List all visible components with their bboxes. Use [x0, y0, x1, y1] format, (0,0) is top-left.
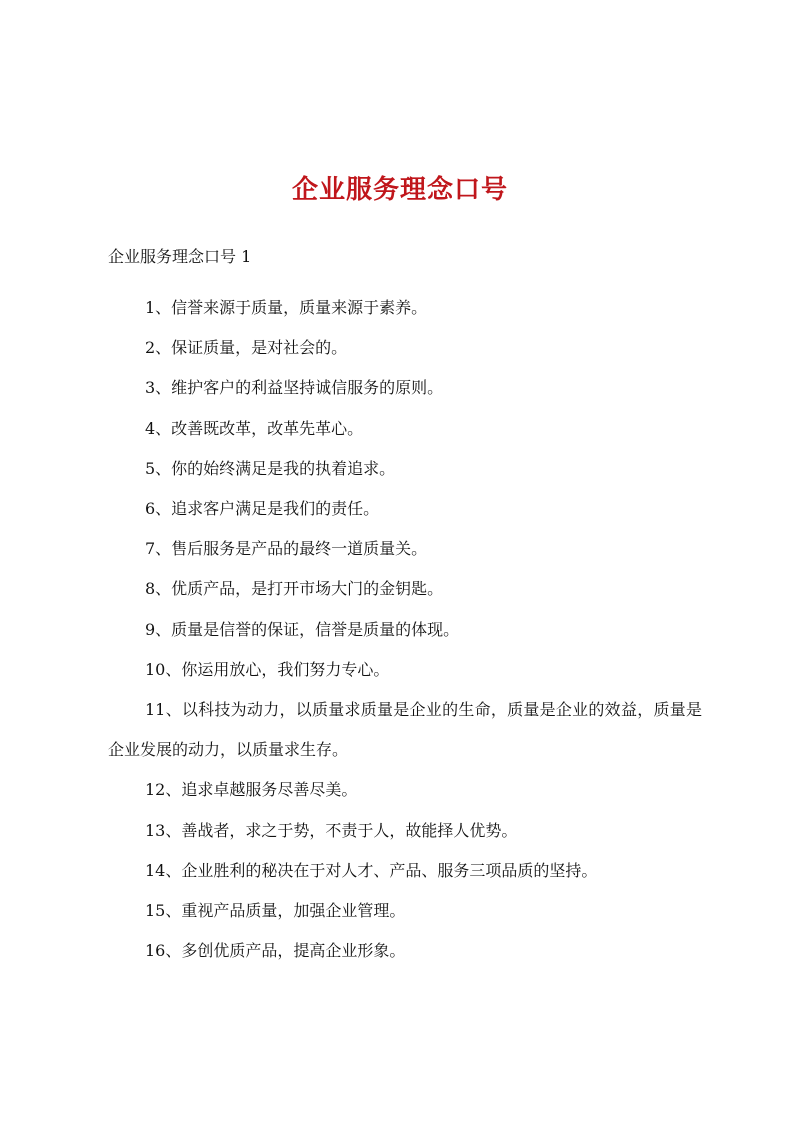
slogan-item: 13、善战者，求之于势，不责于人，故能择人优势。	[145, 820, 518, 840]
slogan-item: 3、维护客户的利益坚持诚信服务的原则。	[145, 378, 444, 398]
slogan-item: 2、保证质量，是对社会的。	[145, 338, 348, 358]
slogan-item: 1、信誉来源于质量，质量来源于素养。	[145, 298, 428, 317]
slogan-item: 9、质量是信誉的保证，信誉是质量的体现。	[145, 619, 460, 639]
slogan-list	[108, 288, 702, 971]
page-title: 企业服务理念口号	[291, 175, 508, 205]
slogan-item: 10、你运用放心，我们努力专心。	[145, 659, 390, 679]
slogan-item: 8、优质产品，是打开市场大门的金钥匙。	[145, 579, 444, 599]
slogan-item: 14、企业胜利的秘决在于对人才、产品、服务三项品质的坚持。	[145, 860, 598, 880]
slogan-item: 4、改善既改革，改革先革心。	[145, 418, 364, 438]
slogan-item: 16、多创优质产品，提高企业形象。	[145, 941, 406, 961]
slogan-item: 5、你的始终满足是我的执着追求。	[145, 458, 396, 478]
slogan-item: 12、追求卓越服务尽善尽美。	[145, 780, 358, 800]
slogan-item: 15、重视产品质量，加强企业管理。	[145, 901, 406, 921]
slogan-item: 11、以科技为动力，以质量求质量是企业的生命，质量是企业的效益，质量是企业发展的动力，以质量求生存。	[108, 700, 702, 760]
slogan-item: 6、追求客户满足是我们的责任。	[145, 499, 380, 519]
slogan-item: 7、售后服务是产品的最终一道质量关。	[145, 539, 428, 559]
section-heading: 企业服务理念口号 1	[108, 247, 252, 266]
